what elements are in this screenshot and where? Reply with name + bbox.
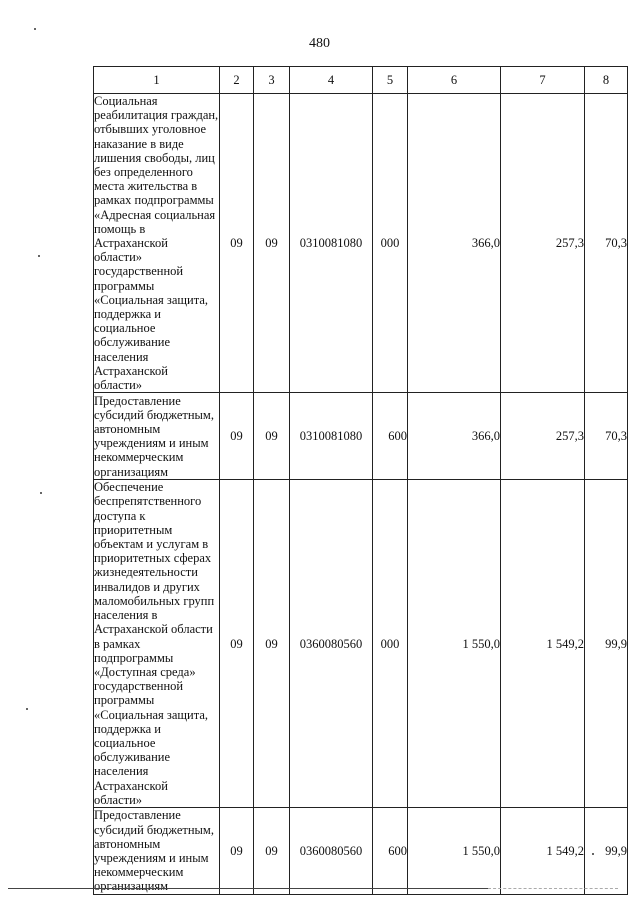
section-code-cell: 09 — [220, 94, 254, 393]
expense-name-cell: Обеспечение беспрепятственного доступа к приоритетным объектам и услугам в приоритетных сферах жизнедеятельности инвалидов и других маломобильных групп населения в Астраханской области в рамках подпрограммы «Доступная среда» государственной программы «Социальная защита, поддержка и социальное обслуживание населения Астраханской области» — [94, 480, 220, 808]
scan-speck — [34, 28, 36, 30]
header-cell: 2 — [220, 67, 254, 94]
table-row — [94, 807, 628, 894]
header-cell: 3 — [254, 67, 290, 94]
expense-name-cell: Предоставление субсидий бюджетным, автономным учреждениям и иным некоммерческим организациям — [94, 393, 220, 480]
scan-speck — [26, 708, 28, 710]
header-cell: 4 — [290, 67, 373, 94]
subsection-code-cell: 09 — [254, 480, 290, 808]
subsection-code-cell: 09 — [254, 393, 290, 480]
section-code-cell: 09 — [220, 480, 254, 808]
footer-rule-faint — [488, 888, 618, 889]
expense-name-cell: Социальная реабилитация граждан, отбывших уголовное наказание в виде лишения свободы, лиц без определенного места жительства в рамках подпрограммы «Адресная социальная помощь в Астраханской области» государственной программы «Социальная защита, поддержка и социальное обслуживание населения Астраханской области» — [94, 94, 219, 393]
percent-cell: 99,9 — [585, 480, 628, 808]
expense-type-cell: 000 — [373, 480, 408, 808]
table-row — [94, 94, 628, 393]
actual-amount-cell: 1 549,2 — [501, 480, 585, 808]
actual-amount-cell: 1 549,2 — [501, 807, 585, 894]
table-row — [94, 393, 628, 480]
actual-amount-cell: 257,3 — [501, 393, 585, 480]
table-row — [94, 480, 628, 808]
scan-speck — [38, 255, 40, 257]
planned-amount-cell: 366,0 — [408, 393, 501, 480]
planned-amount-cell: 1 550,0 — [408, 480, 501, 808]
subsection-code-cell: 09 — [254, 94, 290, 393]
percent-cell: 70,3 — [585, 393, 628, 480]
expense-type-cell: 600 — [373, 393, 408, 480]
section-code-cell: 09 — [220, 393, 254, 480]
percent-cell: 70,3 — [585, 94, 628, 393]
planned-amount-cell: 1 550,0 — [408, 807, 501, 894]
header-cell: 5 — [373, 67, 408, 94]
scan-speck — [592, 853, 594, 855]
percent-cell: 99,9 — [585, 807, 628, 894]
actual-amount-cell: 257,3 — [501, 94, 585, 393]
target-article-cell: 0310081080 — [290, 94, 373, 393]
header-cell: 1 — [94, 67, 220, 94]
expense-type-cell: 000 — [373, 94, 408, 393]
footer-rule — [8, 888, 488, 889]
scan-speck — [40, 492, 42, 494]
subsection-code-cell: 09 — [254, 807, 290, 894]
header-cell: 6 — [408, 67, 501, 94]
page-number: 480 — [309, 36, 330, 51]
target-article-cell: 0310081080 — [290, 393, 373, 480]
target-article-cell: 0360080560 — [290, 480, 373, 808]
header-cell: 7 — [501, 67, 585, 94]
target-article-cell: 0360080560 — [290, 807, 373, 894]
header-row — [94, 67, 628, 94]
planned-amount-cell: 366,0 — [408, 94, 501, 393]
section-code-cell: 09 — [220, 807, 254, 894]
expense-name-cell: Предоставление субсидий бюджетным, автономным учреждениям и иным некоммерческим организациям — [94, 807, 220, 894]
header-cell: 8 — [585, 67, 628, 94]
budget-table — [93, 66, 628, 895]
expense-type-cell: 600 — [373, 807, 408, 894]
